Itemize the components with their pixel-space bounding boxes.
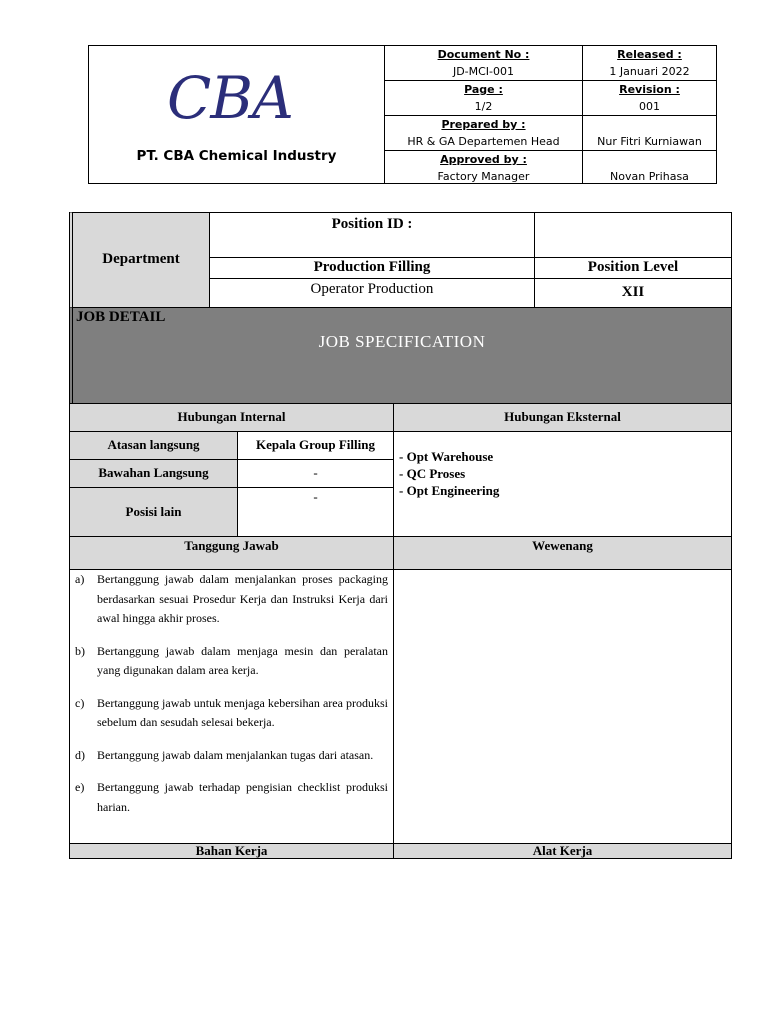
department-label-cell: [69, 212, 210, 308]
list-item-text: Bertanggung jawab terhadap pengisian checklist produksi harian.: [97, 780, 388, 814]
list-item-label: a): [75, 572, 85, 586]
external-relations-cell: [393, 431, 732, 537]
prepared-name-cell: [583, 116, 716, 151]
position-id-label: Position ID :: [331, 216, 413, 232]
approved-by-value: Factory Manager: [437, 170, 530, 183]
tools-header: [393, 843, 732, 859]
document-no-cell: [385, 46, 582, 81]
company-name: PT. CBA Chemical Industry: [136, 148, 337, 164]
prepared-name: Nur Fitri Kurniawan: [597, 135, 702, 148]
external-relations-header: [393, 403, 732, 432]
internal-relations-header: [69, 403, 394, 432]
released-cell: [583, 46, 716, 81]
materials-header: [69, 843, 394, 859]
subordinate-value: -: [313, 465, 318, 480]
external-relations-list: [399, 448, 499, 499]
job-detail-label: JOB DETAIL: [76, 309, 166, 325]
department-value-cell: [209, 257, 535, 279]
approved-name-cell: [583, 151, 716, 183]
list-item: [70, 778, 388, 817]
prepared-cell: [385, 116, 582, 151]
subordinate-label-cell: [69, 459, 238, 488]
superior-label-cell: [69, 431, 238, 460]
list-item: [70, 694, 388, 733]
tools-label: Alat Kerja: [532, 843, 593, 858]
list-item-label: e): [75, 780, 85, 794]
list-item-text: Bertanggung jawab dalam menjalankan proses packaging berdasarkan sesuai Prosedur Kerja dan Instruksi Kerja dari awal hingga akhir proses.: [97, 572, 388, 625]
internal-relations-label: Hubungan Internal: [177, 409, 286, 424]
released-label: Released :: [617, 48, 682, 61]
position-level-value: XII: [621, 284, 645, 300]
list-item-label: b): [75, 643, 85, 658]
revision-label: Revision :: [619, 83, 680, 96]
page-value: 1/2: [474, 100, 493, 113]
approved-label: Approved by :: [440, 153, 527, 166]
other-position-value-cell: [237, 487, 394, 537]
position-id-value-cell: [534, 212, 732, 258]
job-spec-label: JOB SPECIFICATION: [318, 332, 486, 351]
external-item: - Opt Warehouse: [399, 449, 494, 464]
page-label: Page :: [464, 83, 503, 96]
company-logo: CBA: [167, 64, 293, 132]
prepared-by-value: HR & GA Departemen Head: [407, 135, 560, 148]
external-item: - QC Proses: [399, 466, 466, 481]
other-position-label: Posisi lain: [125, 504, 182, 519]
document-no-value: JD-MCI-001: [452, 65, 515, 78]
job-detail-banner: [69, 307, 732, 404]
revision-cell: [583, 81, 716, 116]
authority-cell: [393, 569, 732, 844]
external-relations-label: Hubungan Eksternal: [504, 409, 621, 424]
subordinate-value-cell: [237, 459, 394, 488]
document-header: [88, 45, 717, 184]
revision-value: 001: [639, 100, 660, 113]
list-item: [70, 570, 388, 629]
responsibility-list: [70, 570, 388, 830]
position-name-cell: [209, 278, 535, 308]
list-item: [70, 642, 388, 681]
responsibility-label: Tanggung Jawab: [184, 538, 279, 553]
position-level-cell: [534, 278, 732, 308]
department-value: Production Filling: [313, 259, 431, 275]
department-label: Department: [102, 251, 180, 267]
document-no-label: Document No :: [437, 48, 530, 61]
external-item: - Opt Engineering: [399, 483, 500, 498]
superior-label: Atasan langsung: [107, 437, 200, 452]
authority-header: [393, 536, 732, 570]
list-item-text: Bertanggung jawab dalam menjalankan tugas dari atasan.: [97, 747, 374, 762]
other-position-label-cell: [69, 487, 238, 537]
released-value: 1 Januari 2022: [609, 65, 690, 78]
prepared-label: Prepared by :: [441, 118, 526, 131]
position-name: Operator Production: [310, 281, 434, 297]
superior-value-cell: [237, 431, 394, 460]
position-level-label-cell: [534, 257, 732, 279]
list-item-label: d): [75, 747, 85, 762]
approved-cell: [385, 151, 582, 183]
responsibility-header: [69, 536, 394, 570]
materials-label: Bahan Kerja: [195, 843, 268, 858]
list-item: [70, 746, 388, 766]
position-level-label: Position Level: [587, 259, 679, 275]
superior-value: Kepala Group Filling: [256, 437, 375, 452]
list-item-text: Bertanggung jawab dalam menjaga mesin dan peralatan yang digunakan dalam area kerja.: [97, 643, 388, 677]
list-item-text: Bertanggung jawab untuk menjaga kebersihan area produksi sebelum dan sesudah selesai bekerja.: [97, 695, 388, 729]
position-id-cell: [209, 212, 535, 258]
page-cell: [385, 81, 582, 116]
list-item-label: c): [75, 695, 85, 710]
logo-cell: [89, 46, 385, 183]
other-position-value: -: [313, 489, 318, 504]
approved-name: Novan Prihasa: [610, 170, 689, 183]
authority-label: Wewenang: [532, 538, 593, 553]
subordinate-label: Bawahan Langsung: [98, 465, 209, 480]
